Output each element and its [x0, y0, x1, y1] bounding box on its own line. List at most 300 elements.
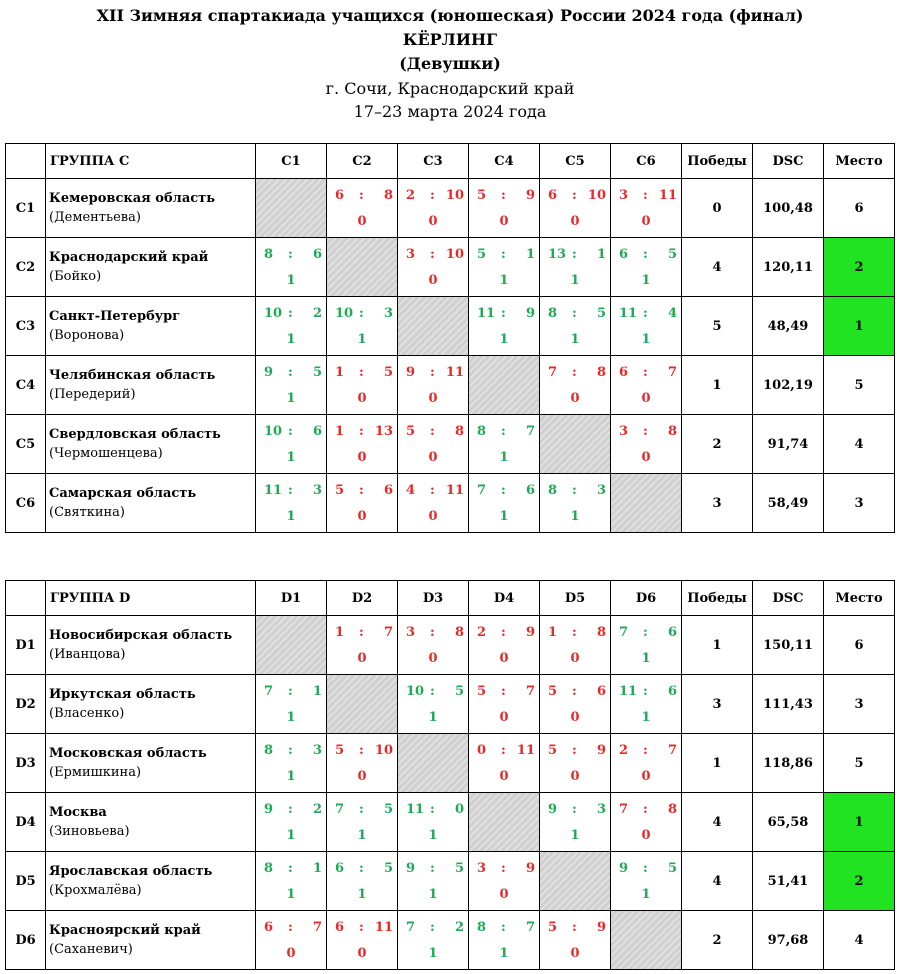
score-opponent: 5: [383, 861, 393, 876]
result-cell: [256, 415, 327, 474]
team-cell: [46, 297, 256, 356]
diagonal-cell: [398, 297, 469, 356]
sport-title: КЁРЛИНГ: [402, 30, 498, 49]
score-own: 9: [406, 365, 416, 380]
result-score: [256, 675, 326, 733]
score-separator: :: [643, 861, 648, 876]
result-score: [398, 415, 468, 473]
result-cell: [327, 356, 398, 415]
result-cell: [611, 238, 682, 297]
match-points: 1: [286, 391, 296, 406]
result-cell: [469, 911, 540, 970]
score-own: 6: [548, 188, 558, 203]
place-value: 6: [824, 616, 895, 675]
score-separator: :: [572, 188, 577, 203]
result-score: [469, 474, 539, 532]
place-value: 3: [824, 675, 895, 734]
result-score: [256, 356, 326, 414]
result-score: [611, 734, 681, 792]
col-header-d6: D6: [611, 581, 682, 616]
match-points: 0: [428, 651, 438, 666]
col-header-place: Место: [824, 581, 895, 616]
result-cell: [469, 238, 540, 297]
result-score: [327, 793, 397, 851]
dsc-value: 100,48: [753, 179, 824, 238]
result-score: [327, 415, 397, 473]
result-cell: [540, 793, 611, 852]
team-cell: [46, 238, 256, 297]
result-cell: [398, 238, 469, 297]
score-own: 8: [548, 306, 558, 321]
score-own: 11: [406, 802, 425, 817]
score-opponent: 5: [667, 247, 677, 262]
team-cell: [46, 356, 256, 415]
score-opponent: 6: [525, 483, 535, 498]
col-header-c3: C3: [398, 144, 469, 179]
score-own: 10: [264, 306, 283, 321]
match-points: 0: [641, 214, 651, 229]
match-points: 1: [570, 509, 580, 524]
team-code: C2: [6, 238, 46, 297]
score-separator: :: [430, 920, 435, 935]
score-separator: :: [288, 743, 293, 758]
result-score: [469, 852, 539, 910]
score-separator: :: [430, 365, 435, 380]
result-score: [327, 297, 397, 355]
result-cell: [398, 616, 469, 675]
diagonal-cell: [611, 911, 682, 970]
score-separator: :: [501, 247, 506, 262]
score-separator: :: [643, 684, 648, 699]
score-opponent: 8: [667, 802, 677, 817]
score-opponent: 6: [383, 483, 393, 498]
match-points: 0: [570, 391, 580, 406]
team-row-d4: [6, 793, 895, 852]
score-own: 2: [477, 625, 487, 640]
result-score: [469, 238, 539, 296]
match-points: 1: [428, 710, 438, 725]
result-cell: [469, 297, 540, 356]
result-cell: [540, 474, 611, 533]
match-points: 0: [499, 651, 509, 666]
score-own: 5: [477, 188, 487, 203]
wins-value: 3: [682, 474, 753, 533]
result-cell: [469, 675, 540, 734]
team-coach: (Иванцова): [49, 647, 126, 662]
score-own: 11: [619, 684, 638, 699]
dsc-value: 65,58: [753, 793, 824, 852]
result-cell: [398, 793, 469, 852]
place-value: 6: [824, 179, 895, 238]
result-score: [540, 297, 610, 355]
result-cell: [327, 734, 398, 793]
result-cell: [540, 238, 611, 297]
score-own: 6: [619, 365, 629, 380]
col-header-dsc: DSC: [753, 581, 824, 616]
match-points: 0: [641, 769, 651, 784]
score-own: 9: [264, 802, 274, 817]
place-value: 2: [824, 238, 895, 297]
score-own: 11: [619, 306, 638, 321]
score-separator: :: [572, 306, 577, 321]
match-points: 0: [641, 450, 651, 465]
result-cell: [327, 616, 398, 675]
score-separator: :: [501, 306, 506, 321]
team-region: Санкт-Петербург: [49, 309, 181, 324]
score-opponent: 10: [374, 743, 393, 758]
match-points: 0: [428, 214, 438, 229]
score-separator: :: [359, 861, 364, 876]
score-opponent: 7: [312, 920, 322, 935]
result-score: [469, 179, 539, 237]
place-value: 5: [824, 734, 895, 793]
result-cell: [540, 297, 611, 356]
team-coach: (Ермишкина): [49, 765, 142, 780]
diagonal-cell: [327, 238, 398, 297]
score-separator: :: [288, 365, 293, 380]
match-points: 0: [641, 828, 651, 843]
place-value: 1: [824, 793, 895, 852]
team-row-c3: [6, 297, 895, 356]
score-own: 8: [477, 920, 487, 935]
dsc-value: 150,11: [753, 616, 824, 675]
result-score: [398, 675, 468, 733]
score-own: 8: [264, 743, 274, 758]
result-cell: [256, 852, 327, 911]
diagonal-cell: [540, 852, 611, 911]
match-points: 1: [641, 651, 651, 666]
dsc-value: 58,49: [753, 474, 824, 533]
team-region: Челябинская область: [49, 368, 216, 383]
header-row: [6, 581, 895, 616]
score-separator: :: [501, 188, 506, 203]
place-value: 5: [824, 356, 895, 415]
score-opponent: 1: [596, 247, 606, 262]
result-score: [611, 356, 681, 414]
result-score: [469, 616, 539, 674]
match-points: 1: [641, 710, 651, 725]
match-points: 1: [357, 332, 367, 347]
dsc-value: 111,43: [753, 675, 824, 734]
score-own: 7: [477, 483, 487, 498]
result-cell: [540, 616, 611, 675]
score-separator: :: [501, 424, 506, 439]
match-points: 1: [286, 710, 296, 725]
score-opponent: 9: [525, 625, 535, 640]
wins-value: 1: [682, 734, 753, 793]
score-separator: :: [572, 625, 577, 640]
match-points: 0: [428, 391, 438, 406]
match-points: 1: [570, 273, 580, 288]
diagonal-cell: [611, 474, 682, 533]
score-own: 8: [264, 247, 274, 262]
score-own: 6: [335, 188, 345, 203]
result-cell: [327, 852, 398, 911]
score-opponent: 10: [445, 188, 464, 203]
score-separator: :: [572, 247, 577, 262]
diagonal-cell: [327, 675, 398, 734]
dsc-value: 48,49: [753, 297, 824, 356]
col-header-place: Место: [824, 144, 895, 179]
place-value: 2: [824, 852, 895, 911]
result-score: [327, 734, 397, 792]
location-text: г. Сочи, Краснодарский край: [325, 79, 575, 98]
match-points: 1: [286, 509, 296, 524]
score-opponent: 6: [312, 424, 322, 439]
result-score: [611, 793, 681, 851]
score-opponent: 5: [383, 802, 393, 817]
team-row-d5: [6, 852, 895, 911]
score-opponent: 5: [312, 365, 322, 380]
result-cell: [398, 415, 469, 474]
dsc-value: 118,86: [753, 734, 824, 793]
result-cell: [469, 852, 540, 911]
result-cell: [611, 852, 682, 911]
match-points: 1: [499, 273, 509, 288]
col-header-d2: D2: [327, 581, 398, 616]
dsc-value: 51,41: [753, 852, 824, 911]
col-header-wins: Победы: [682, 581, 753, 616]
match-points: 1: [499, 450, 509, 465]
result-score: [611, 179, 681, 237]
score-separator: :: [359, 365, 364, 380]
col-header-d3: D3: [398, 581, 469, 616]
match-points: 0: [428, 509, 438, 524]
match-points: 0: [286, 946, 296, 961]
col-header-c6: C6: [611, 144, 682, 179]
result-cell: [540, 734, 611, 793]
score-separator: :: [572, 920, 577, 935]
score-own: 7: [406, 920, 416, 935]
score-own: 5: [477, 247, 487, 262]
score-own: 13: [548, 247, 567, 262]
result-score: [611, 238, 681, 296]
score-separator: :: [430, 802, 435, 817]
category-title: (Девушки): [399, 54, 501, 73]
result-score: [256, 911, 326, 969]
score-opponent: 11: [658, 188, 677, 203]
score-separator: :: [430, 424, 435, 439]
score-own: 6: [619, 247, 629, 262]
score-opponent: 5: [454, 684, 464, 699]
team-coach: (Передерий): [49, 387, 136, 402]
result-cell: [327, 474, 398, 533]
score-opponent: 1: [525, 247, 535, 262]
score-opponent: 1: [312, 861, 322, 876]
col-header-dsc: DSC: [753, 144, 824, 179]
score-own: 9: [264, 365, 274, 380]
score-own: 3: [619, 424, 629, 439]
result-score: [611, 616, 681, 674]
match-points: 1: [499, 509, 509, 524]
score-separator: :: [501, 920, 506, 935]
result-cell: [398, 356, 469, 415]
score-separator: :: [643, 306, 648, 321]
result-cell: [327, 179, 398, 238]
score-separator: :: [288, 247, 293, 262]
result-cell: [327, 297, 398, 356]
result-cell: [540, 179, 611, 238]
score-opponent: 7: [525, 684, 535, 699]
team-row-d6: [6, 911, 895, 970]
result-score: [469, 415, 539, 473]
result-cell: [611, 179, 682, 238]
wins-value: 4: [682, 793, 753, 852]
score-own: 3: [406, 625, 416, 640]
result-score: [327, 474, 397, 532]
result-cell: [256, 675, 327, 734]
score-own: 5: [548, 920, 558, 935]
score-opponent: 10: [445, 247, 464, 262]
team-region: Самарская область: [49, 486, 197, 501]
score-own: 10: [264, 424, 283, 439]
score-own: 2: [619, 743, 629, 758]
score-opponent: 1: [312, 684, 322, 699]
match-points: 0: [570, 214, 580, 229]
team-coach: (Святкина): [49, 505, 126, 520]
result-cell: [611, 415, 682, 474]
score-own: 9: [548, 802, 558, 817]
score-own: 6: [264, 920, 274, 935]
score-opponent: 4: [667, 306, 677, 321]
match-points: 1: [286, 273, 296, 288]
match-points: 1: [428, 946, 438, 961]
col-header-wins: Победы: [682, 144, 753, 179]
score-separator: :: [288, 684, 293, 699]
team-region: Краснодарский край: [49, 250, 209, 265]
score-opponent: 6: [667, 625, 677, 640]
group-name: ГРУППА C: [46, 144, 256, 179]
match-points: 1: [641, 887, 651, 902]
score-opponent: 3: [596, 483, 606, 498]
score-separator: :: [359, 483, 364, 498]
group-name: ГРУППА D: [46, 581, 256, 616]
diagonal-cell: [540, 415, 611, 474]
team-code: C5: [6, 415, 46, 474]
team-coach: (Зиновьева): [49, 824, 130, 839]
place-value: 3: [824, 474, 895, 533]
result-score: [256, 734, 326, 792]
result-cell: [398, 675, 469, 734]
team-code: D2: [6, 675, 46, 734]
result-cell: [256, 793, 327, 852]
result-score: [611, 675, 681, 733]
team-cell: [46, 911, 256, 970]
score-own: 1: [548, 625, 558, 640]
match-points: 0: [357, 946, 367, 961]
col-header-c4: C4: [469, 144, 540, 179]
team-code: D4: [6, 793, 46, 852]
dates-text: 17–23 марта 2024 года: [353, 102, 547, 121]
wins-value: 5: [682, 297, 753, 356]
match-points: 1: [428, 828, 438, 843]
result-score: [540, 616, 610, 674]
score-own: 5: [548, 684, 558, 699]
result-score: [327, 911, 397, 969]
result-cell: [611, 616, 682, 675]
result-score: [540, 238, 610, 296]
result-score: [256, 415, 326, 473]
team-cell: [46, 616, 256, 675]
match-points: 1: [570, 332, 580, 347]
match-points: 1: [499, 946, 509, 961]
team-code: D3: [6, 734, 46, 793]
score-separator: :: [501, 684, 506, 699]
result-cell: [327, 415, 398, 474]
result-cell: [611, 734, 682, 793]
match-points: 1: [499, 332, 509, 347]
score-separator: :: [572, 365, 577, 380]
team-cell: [46, 852, 256, 911]
score-opponent: 8: [454, 625, 464, 640]
result-cell: [540, 911, 611, 970]
result-cell: [611, 793, 682, 852]
result-score: [256, 474, 326, 532]
score-own: 11: [477, 306, 496, 321]
diagonal-cell: [469, 793, 540, 852]
score-opponent: 8: [596, 365, 606, 380]
score-opponent: 6: [312, 247, 322, 262]
team-coach: (Бойко): [49, 269, 102, 284]
score-opponent: 0: [454, 802, 464, 817]
score-own: 9: [406, 861, 416, 876]
team-coach: (Власенко): [49, 706, 125, 721]
score-own: 4: [406, 483, 416, 498]
team-row-c4: [6, 356, 895, 415]
dsc-value: 120,11: [753, 238, 824, 297]
match-points: 1: [286, 450, 296, 465]
match-points: 0: [499, 214, 509, 229]
result-score: [398, 911, 468, 969]
result-score: [327, 616, 397, 674]
team-region: Московская область: [49, 746, 207, 761]
score-opponent: 9: [525, 861, 535, 876]
match-points: 0: [428, 450, 438, 465]
result-cell: [327, 793, 398, 852]
score-separator: :: [501, 861, 506, 876]
match-points: 0: [570, 769, 580, 784]
score-own: 5: [335, 483, 345, 498]
match-points: 0: [357, 769, 367, 784]
score-separator: :: [430, 625, 435, 640]
score-separator: :: [501, 483, 506, 498]
wins-value: 4: [682, 238, 753, 297]
result-score: [398, 852, 468, 910]
score-opponent: 5: [383, 365, 393, 380]
score-separator: :: [359, 306, 364, 321]
score-own: 5: [477, 684, 487, 699]
result-cell: [540, 356, 611, 415]
score-opponent: 2: [312, 306, 322, 321]
result-cell: [256, 238, 327, 297]
team-row-c1: [6, 179, 895, 238]
match-points: 1: [286, 332, 296, 347]
result-cell: [469, 616, 540, 675]
result-cell: [469, 474, 540, 533]
score-opponent: 2: [312, 802, 322, 817]
result-score: [256, 297, 326, 355]
score-opponent: 5: [454, 861, 464, 876]
match-points: 1: [286, 887, 296, 902]
result-cell: [398, 474, 469, 533]
score-opponent: 11: [516, 743, 535, 758]
team-code: D6: [6, 911, 46, 970]
score-own: 1: [335, 365, 345, 380]
result-score: [611, 297, 681, 355]
header-row: [6, 144, 895, 179]
score-separator: :: [572, 684, 577, 699]
diagonal-cell: [256, 179, 327, 238]
